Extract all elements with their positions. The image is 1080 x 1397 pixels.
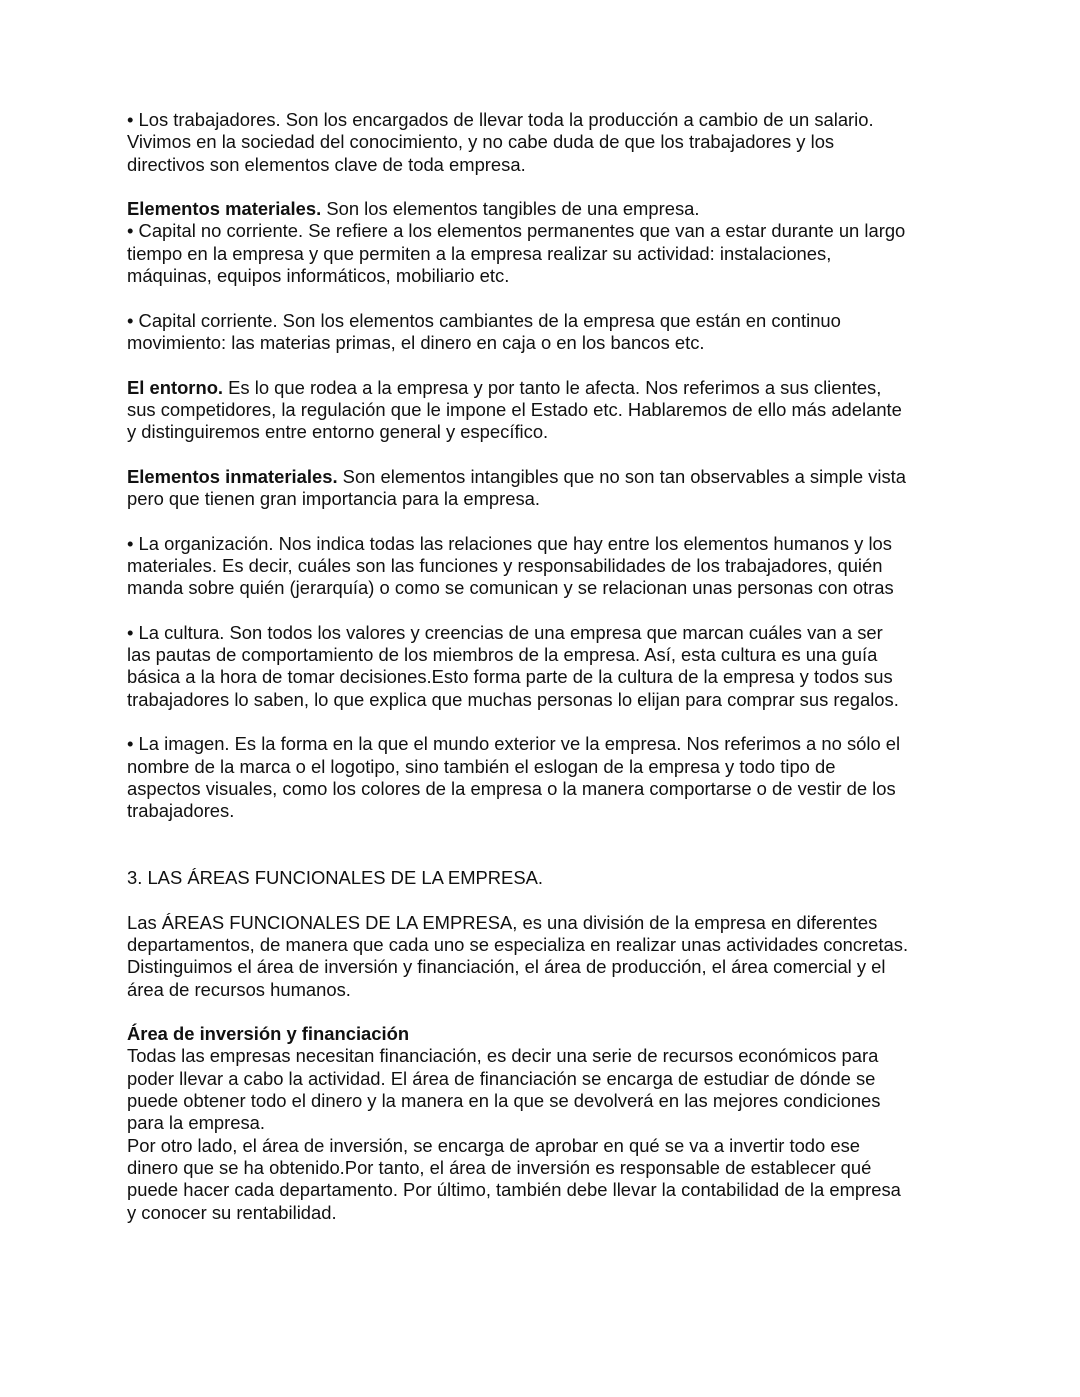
paragraph-gap bbox=[127, 1001, 957, 1023]
paragraph-gap bbox=[127, 600, 957, 622]
text-line: • Capital no corriente. Se refiere a los elementos permanentes que van a estar durante un largo bbox=[127, 220, 906, 242]
text-line bbox=[127, 1023, 957, 1045]
text-line bbox=[127, 466, 957, 488]
text-line: Por otro lado, el área de inversión, se encarga de aprobar en qué se va a invertir todo ese bbox=[127, 1134, 861, 1156]
text-line: básica a la hora de tomar decisiones.Esto forma parte de la cultura de la empresa y todos sus bbox=[127, 666, 893, 688]
paragraph-trabajadores bbox=[127, 109, 957, 176]
document-page bbox=[127, 109, 957, 1224]
text-line: para la empresa. bbox=[127, 1112, 266, 1134]
paragraph-gap bbox=[127, 889, 957, 911]
text-line bbox=[127, 377, 957, 399]
text-line: las pautas de comportamiento de los miembros de la empresa. Así, esta cultura es una guía bbox=[127, 644, 878, 666]
text-line: nombre de la marca o el logotipo, sino también el eslogan de la empresa y todo tipo de bbox=[127, 755, 836, 777]
text-line: manda sobre quién (jerarquía) o como se comunican y se relacionan unas personas con otras bbox=[127, 577, 894, 599]
paragraph-gap bbox=[127, 176, 957, 198]
text-line: departamentos, de manera que cada uno se especializa en realizar unas actividades concretas. bbox=[127, 933, 909, 955]
text-line: Distinguimos el área de inversión y financiación, el área de producción, el área comercial y el bbox=[127, 956, 886, 978]
text-line: y distinguiremos entre entorno general y específico. bbox=[127, 421, 549, 443]
section-title: 3. LAS ÁREAS FUNCIONALES DE LA EMPRESA. bbox=[127, 867, 543, 889]
text-line: máquinas, equipos informáticos, mobiliario etc. bbox=[127, 265, 510, 287]
text-line: puede hacer cada departamento. Por último, también debe llevar la contabilidad de la empresa bbox=[127, 1179, 901, 1201]
text-line: pero que tienen gran importancia para la empresa. bbox=[127, 488, 541, 510]
heading-inversion-financiacion: Área de inversión y financiación bbox=[127, 1023, 410, 1045]
paragraph-gap bbox=[127, 443, 957, 465]
paragraph-elementos-materiales bbox=[127, 198, 957, 287]
text-line: área de recursos humanos. bbox=[127, 978, 351, 1000]
text-line: trabajadores. bbox=[127, 800, 235, 822]
paragraph-inversion-financiacion bbox=[127, 1023, 957, 1224]
paragraph-cultura bbox=[127, 622, 957, 711]
text-line: Las ÁREAS FUNCIONALES DE LA EMPRESA, es una división de la empresa en diferentes bbox=[127, 911, 878, 933]
section-heading bbox=[127, 867, 957, 889]
paragraph-areas-funcionales bbox=[127, 912, 957, 1001]
paragraph-gap bbox=[127, 287, 957, 309]
text-line: trabajadores lo saben, lo que explica que muchas personas lo elijan para comprar sus regalos. bbox=[127, 688, 899, 710]
text-line: • La imagen. Es la forma en la que el mundo exterior ve la empresa. Nos referimos a no sólo el bbox=[127, 733, 901, 755]
text-line: • La cultura. Son todos los valores y creencias de una empresa que marcan cuáles van a ser bbox=[127, 621, 883, 643]
text-line: materiales. Es decir, cuáles son las funciones y responsabilidades de los trabajadores, quién bbox=[127, 554, 883, 576]
heading-elementos-inmateriales: Elementos inmateriales. bbox=[127, 465, 338, 487]
text-line: movimiento: las materias primas, el dinero en caja o en los bancos etc. bbox=[127, 331, 705, 353]
paragraph-gap bbox=[127, 823, 957, 868]
text-line: • La organización. Nos indica todas las relaciones que hay entre los elementos humanos y los bbox=[127, 532, 892, 554]
paragraph-imagen bbox=[127, 733, 957, 822]
text-span: Es lo que rodea a la empresa y por tanto le afecta. Nos referimos a sus clientes, bbox=[223, 376, 882, 398]
paragraph-gap bbox=[127, 711, 957, 733]
text-line: sus competidores, la regulación que le impone el Estado etc. Hablaremos de ello más adelante bbox=[127, 398, 902, 420]
text-line: puede obtener todo el dinero y la manera en la que se devolverá en las mejores condiciones bbox=[127, 1090, 881, 1112]
text-line: dinero que se ha obtenido.Por tanto, el área de inversión es responsable de establecer qué bbox=[127, 1156, 872, 1178]
text-line: aspectos visuales, como los colores de la empresa o la manera comportarse o de vestir de los bbox=[127, 777, 896, 799]
text-line bbox=[127, 198, 957, 220]
paragraph-gap bbox=[127, 510, 957, 532]
paragraph-gap bbox=[127, 354, 957, 376]
text-line: tiempo en la empresa y que permiten a la empresa realizar su actividad: instalaciones, bbox=[127, 242, 832, 264]
text-line: directivos son elementos clave de toda empresa. bbox=[127, 153, 526, 175]
heading-elementos-materiales: Elementos materiales. bbox=[127, 198, 322, 220]
heading-entorno: El entorno. bbox=[127, 376, 224, 398]
text-span: Son los elementos tangibles de una empresa. bbox=[321, 198, 700, 220]
text-line: Vivimos en la sociedad del conocimiento, y no cabe duda de que los trabajadores y los bbox=[127, 131, 835, 153]
paragraph-capital-corriente bbox=[127, 310, 957, 355]
text-line: y conocer su rentabilidad. bbox=[127, 1201, 337, 1223]
text-line: poder llevar a cabo la actividad. El área de financiación se encarga de estudiar de dónde se bbox=[127, 1067, 876, 1089]
text-span: Son elementos intangibles que no son tan observables a simple vista bbox=[337, 465, 906, 487]
paragraph-elementos-inmateriales bbox=[127, 466, 957, 511]
paragraph-organizacion bbox=[127, 533, 957, 600]
text-line: Todas las empresas necesitan financiación, es decir una serie de recursos económicos para bbox=[127, 1045, 879, 1067]
text-line: • Los trabajadores. Son los encargados de llevar toda la producción a cambio de un salario. bbox=[127, 109, 874, 130]
paragraph-entorno bbox=[127, 377, 957, 444]
text-line: • Capital corriente. Son los elementos cambiantes de la empresa que están en continuo bbox=[127, 309, 841, 331]
